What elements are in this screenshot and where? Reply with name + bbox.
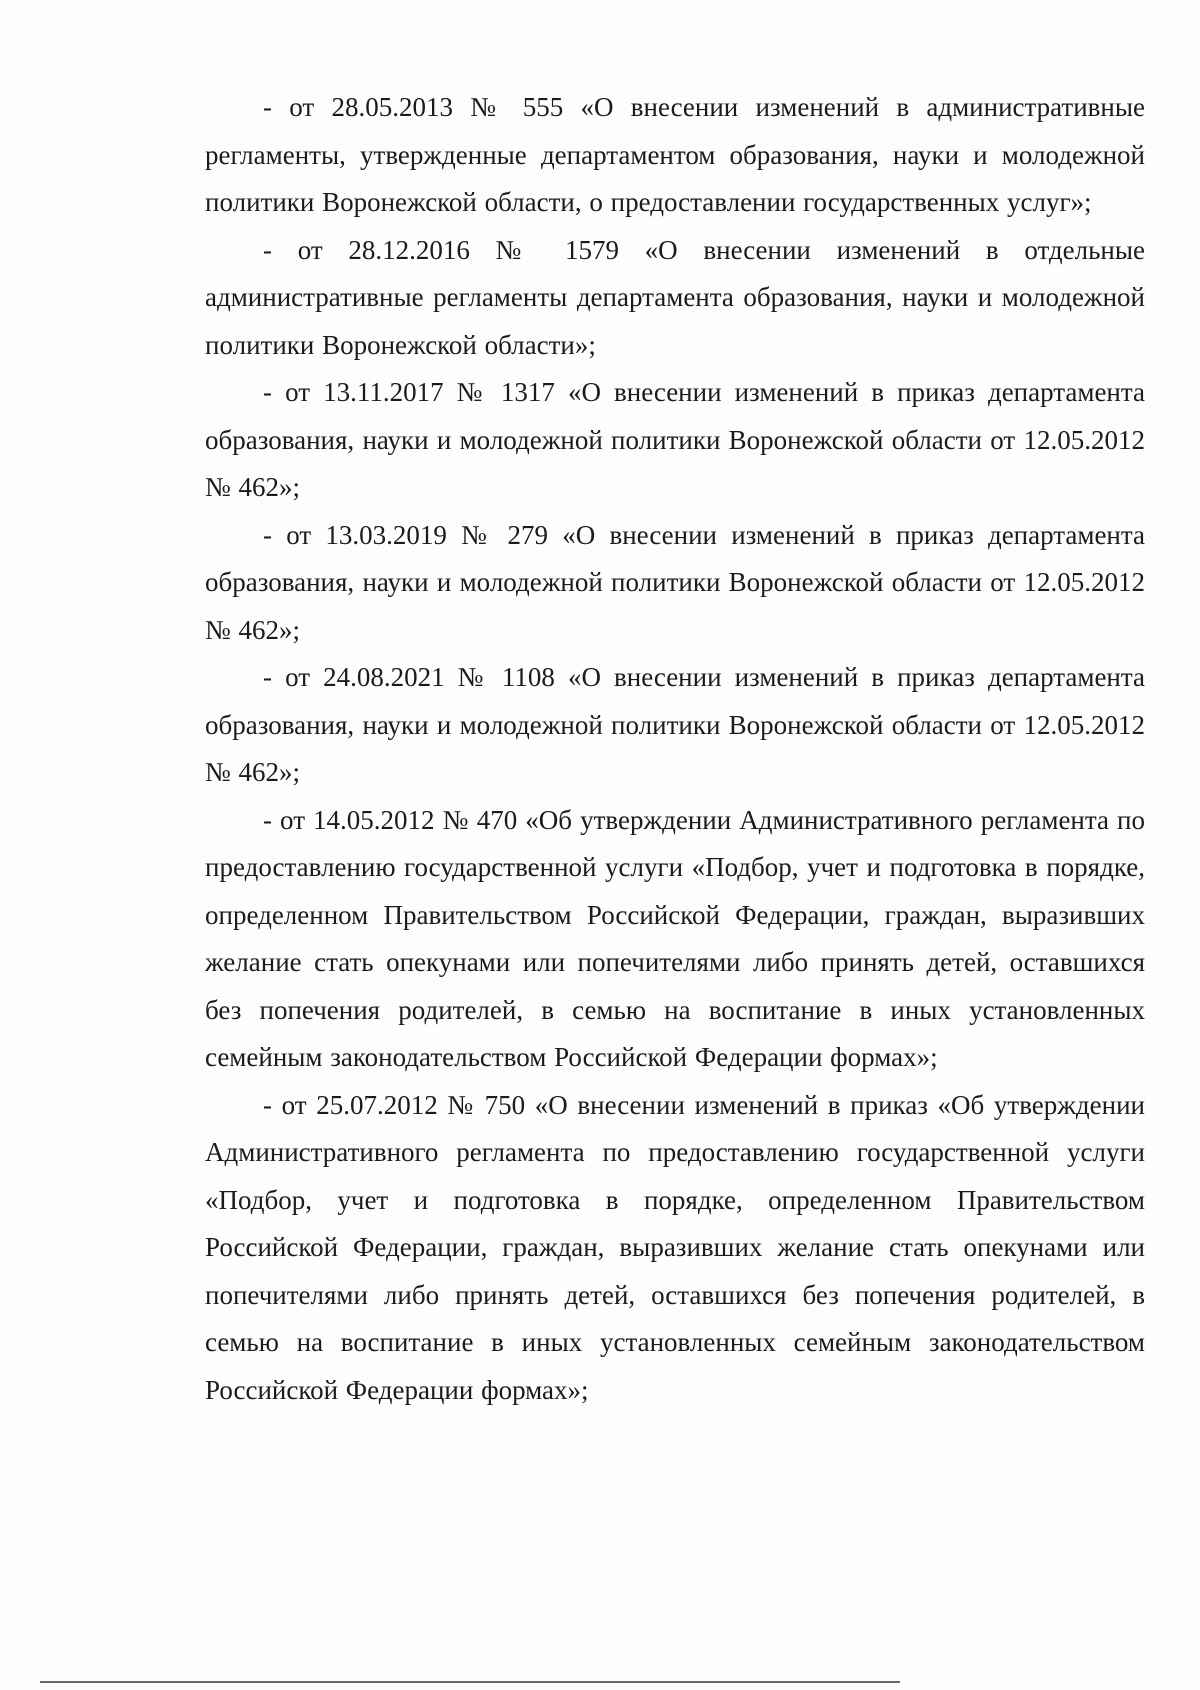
page-edge-divider	[40, 1681, 900, 1683]
list-item: - от 24.08.2021 № 1108 «О внесении изменений в приказ департамента образования, науки и молодежной политики Воронежской области от 12.05.2012 № 462»;	[205, 662, 1145, 787]
list-item: - от 13.11.2017 № 1317 «О внесении изменений в приказ департамента образования, науки и молодежной политики Воронежской области от 12.05.2012 № 462»;	[205, 377, 1145, 502]
list-item: - от 28.12.2016 № 1579 «О внесении изменений в отдельные административные регламенты департамента образования, науки и молодежной политики Воронежской области»;	[205, 234, 1145, 360]
document-body	[205, 84, 1145, 1414]
list-item: - от 13.03.2019 № 279 «О внесении изменений в приказ департамента образования, науки и молодежной политики Воронежской области от 12.05.2012 № 462»;	[205, 519, 1145, 645]
list-item: - от 25.07.2012 № 750 «О внесении изменений в приказ «Об утверждении Административного регламента по предоставлению государственной услуги «Подбор, учет и подготовка в порядке, определенном Правительством Российской Федерации, граждан, выразивших желание стать опекунами или попечителями либо принять детей, оставшихся без попечения родителей, в семью на воспитание в иных установленных семейным законодательством Российской Федерации формах»;	[205, 1089, 1145, 1405]
list-item: - от 14.05.2012 № 470 «Об утверждении Административного регламента по предоставлению государственной услуги «Подбор, учет и подготовка в порядке, определенном Правительством Российской Федерации, граждан, выразивших желание стать опекунами или попечителями либо принять детей, оставшихся без попечения родителей, в семью на воспитание в иных установленных семейным законодательством Российской Федерации формах»;	[205, 804, 1145, 1072]
list-item: - от 28.05.2013 № 555 «О внесении изменений в административные регламенты, утвержденные департаментом образования, науки и молодежной политики Воронежской области, о предоставлении государственных услуг»;	[205, 92, 1145, 217]
